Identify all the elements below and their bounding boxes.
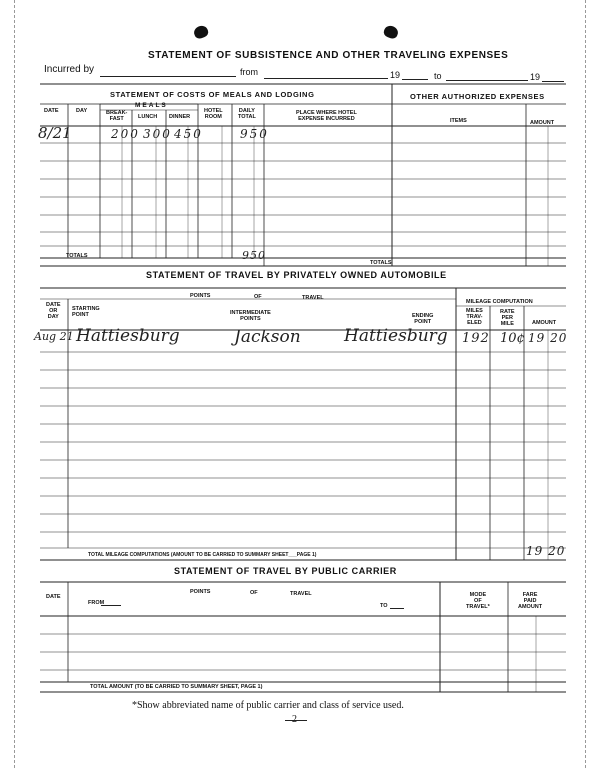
entry-date: 8/21: [38, 124, 72, 142]
carrier-col-fare-line3: AMOUNT: [518, 604, 543, 610]
carrier-points: POINTS: [190, 589, 211, 595]
to-label: to: [434, 71, 442, 81]
col-hotel-line2: ROOM: [204, 114, 222, 120]
other-totals-label: TOTALS: [370, 260, 392, 266]
carrier-col-fare-line2: PAID: [523, 598, 537, 604]
carrier-total-label: TOTAL AMOUNT (TO BE CARRIED TO SUMMARY SHEET, PAGE 1): [90, 684, 263, 690]
auto-entry-amount: 19 20: [528, 331, 568, 345]
auto-col-miles-line3: ELED: [467, 320, 482, 326]
mileage-computation-header: MILEAGE COMPUTATION: [466, 299, 533, 305]
col-date: DATE: [44, 108, 59, 114]
meals-totals-label: TOTALS: [66, 253, 88, 259]
col-daily-total: [238, 108, 256, 120]
entry-daily-total: 950: [240, 127, 269, 141]
col-daily-line2: TOTAL: [238, 114, 256, 120]
entry-dinner: 450: [174, 127, 203, 141]
auto-entry-start: Hattiesburg: [76, 326, 180, 346]
year-label-1: 19: [390, 70, 401, 80]
carrier-to-field[interactable]: [390, 608, 404, 609]
auto-entry-end: Hattiesburg: [344, 326, 448, 346]
auto-col-rate: [500, 309, 515, 327]
carrier-travel: TRAVEL: [290, 591, 312, 597]
auto-col-miles-line2: TRAV-: [466, 314, 483, 320]
auto-col-date-line2: OR: [49, 308, 58, 314]
auto-points: POINTS: [190, 293, 211, 299]
auto-col-starting: [72, 306, 100, 318]
carrier-to: TO: [380, 603, 388, 609]
carrier-col-fare-line1: FARE: [522, 592, 538, 598]
page-number-rule: [285, 720, 307, 721]
auto-total-label: TOTAL MILEAGE COMPUTATIONS (AMOUNT TO BE CARRIED TO SUMMARY SHEET___PAGE 1): [88, 552, 317, 558]
col-hotel-line1: HOTEL: [204, 108, 223, 114]
col-items: ITEMS: [450, 118, 467, 124]
auto-col-starting-line2: POINT: [72, 312, 89, 318]
carrier-from: FROM: [88, 600, 105, 606]
auto-entry-date: Aug 21: [34, 330, 74, 343]
entry-lunch: 300: [143, 127, 172, 141]
auto-col-rate-line1: RATE: [500, 309, 515, 315]
incurred-by-label: Incurred by: [44, 64, 95, 75]
col-hotel-room: [204, 108, 223, 120]
col-breakfast: [106, 110, 127, 122]
col-dinner: DINNER: [169, 114, 191, 120]
auto-entry-miles: 192: [462, 331, 490, 346]
col-breakfast-line1: BREAK-: [106, 110, 128, 116]
auto-of: OF: [254, 294, 262, 300]
carrier-col-mode-line1: MODE: [469, 592, 487, 598]
carrier-col-mode: [466, 592, 490, 610]
carrier-col-mode-line2: OF: [474, 598, 482, 604]
from-label: from: [240, 67, 258, 77]
auto-col-date: [46, 302, 61, 320]
other-expenses-header: OTHER AUTHORIZED EXPENSES: [410, 92, 545, 101]
col-daily-line1: DAILY: [238, 108, 255, 114]
meals-label: MEALS: [135, 102, 168, 109]
auto-entry-rate: 10¢: [500, 331, 525, 346]
col-place-line2: EXPENSE INCURRED: [298, 116, 355, 122]
col-lunch: LUNCH: [138, 114, 158, 120]
carrier-col-fare: [518, 592, 542, 610]
auto-col-ending-line2: POINT: [414, 319, 432, 325]
auto-col-intermediate-line1: INTERMEDIATE: [230, 310, 271, 316]
auto-col-rate-line3: MILE: [500, 321, 514, 327]
auto-col-ending: [412, 313, 433, 325]
auto-col-miles: [466, 308, 483, 326]
col-amount: AMOUNT: [530, 120, 555, 126]
col-place: [296, 110, 357, 122]
carrier-section-header: STATEMENT OF TRAVEL BY PUBLIC CARRIER: [174, 566, 397, 576]
year-label-2: 19: [530, 72, 541, 82]
auto-col-date-line1: DATE: [46, 302, 61, 308]
carrier-col-mode-line3: TRAVEL*: [466, 604, 490, 610]
auto-col-rate-line2: PER: [501, 315, 513, 321]
page-title: STATEMENT OF SUBSISTENCE AND OTHER TRAVELING EXPENSES: [148, 50, 509, 61]
col-day: DAY: [76, 108, 88, 114]
auto-col-intermediate-line2: POINTS: [240, 316, 261, 322]
meals-section-header: STATEMENT OF COSTS OF MEALS AND LODGING: [110, 90, 315, 99]
col-place-line1: PLACE WHERE HOTEL: [296, 110, 357, 116]
auto-col-starting-line1: STARTING: [72, 306, 100, 312]
auto-section-header: STATEMENT OF TRAVEL BY PRIVATELY OWNED AUTOMOBILE: [146, 270, 447, 280]
auto-total-value: 19 20: [526, 544, 566, 558]
auto-entry-intermediate: Jackson: [234, 327, 301, 347]
auto-col-ending-line1: ENDING: [412, 313, 434, 319]
entry-breakfast: 200: [111, 127, 140, 141]
page-number: 2: [292, 714, 297, 725]
meals-totals-value: 950: [242, 249, 266, 262]
auto-col-miles-line1: MILES: [466, 308, 483, 314]
col-breakfast-line2: FAST: [109, 116, 124, 122]
auto-col-amount: AMOUNT: [532, 320, 557, 326]
auto-col-intermediate: [230, 310, 271, 322]
carrier-col-date: DATE: [46, 594, 61, 600]
carrier-from-field[interactable]: [101, 605, 121, 606]
auto-col-date-line3: DAY: [47, 314, 59, 320]
auto-travel: TRAVEL: [302, 295, 324, 301]
footnote: *Show abbreviated name of public carrier and class of service used.: [132, 700, 404, 711]
carrier-of: OF: [250, 590, 258, 596]
